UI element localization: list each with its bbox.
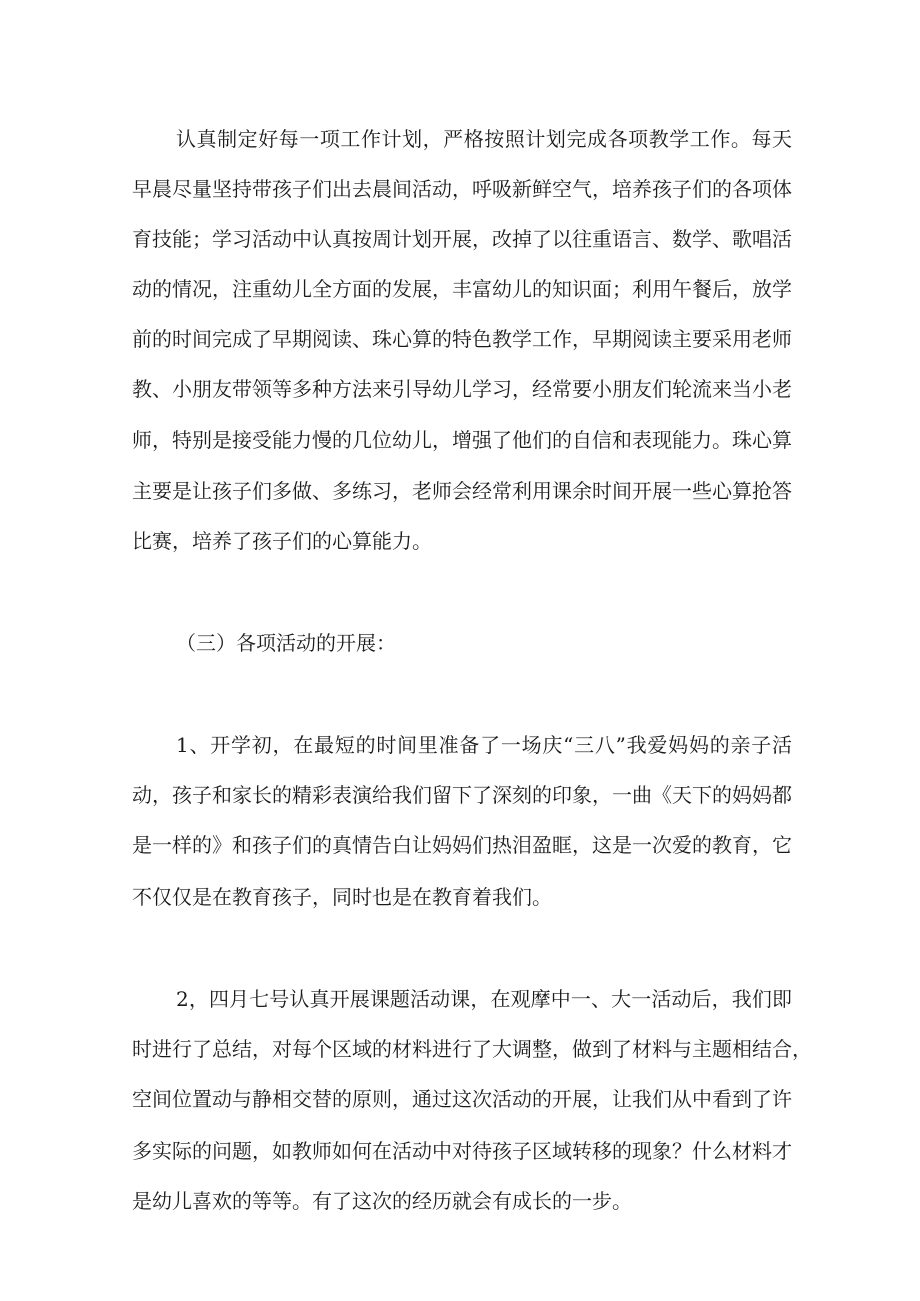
paragraph-1-line-3: 育技能；学习活动中认真按周计划开展，改掉了以往重语言、数学、歌唱活 (132, 227, 792, 251)
paragraph-3-line-4: 多实际的问题，如教师如何在活动中对待孩子区域转移的现象？什么材料才 (132, 1139, 792, 1163)
section-heading: （三）各项活动的开展： (176, 631, 396, 655)
paragraph-3-line-5: 是幼儿喜欢的等等。有了这次的经历就会有成长的一步。 (132, 1189, 632, 1213)
paragraph-2-line-1: 1、开学初，在最短的时间里准备了一场庆“三八”我爱妈妈的亲子活 (176, 733, 792, 757)
paragraph-1-line-4: 动的情况，注重幼儿全方面的发展，丰富幼儿的知识面；利用午餐后，放学 (132, 277, 792, 301)
paragraph-1-line-6: 教、小朋友带领等多种方法来引导幼儿学习，经常要小朋友们轮流来当小老 (132, 377, 792, 401)
paragraph-1-line-1: 认真制定好每一项工作计划，严格按照计划完成各项教学工作。每天 (176, 127, 792, 151)
paragraph-2-line-4: 不仅仅是在教育孩子，同时也是在教育着我们。 (132, 885, 552, 909)
paragraph-1-line-9: 比赛，培养了孩子们的心算能力。 (132, 529, 432, 553)
paragraph-3-line-3: 空间位置动与静相交替的原则，通过这次活动的开展，让我们从中看到了许 (132, 1087, 792, 1111)
paragraph-1-line-8: 主要是让孩子们多做、多练习，老师会经常利用课余时间开展一些心算抢答 (132, 479, 792, 503)
paragraph-3-line-1: 2，四月七号认真开展课题活动课，在观摩中一、大一活动后，我们即 (176, 987, 792, 1011)
paragraph-3-line-2: 时进行了总结，对每个区域的材料进行了大调整，做到了材料与主题相结合， (132, 1037, 812, 1061)
paragraph-1-line-2: 早晨尽量坚持带孩子们出去晨间活动，呼吸新鲜空气，培养孩子们的各项体 (132, 177, 792, 201)
paragraph-1-line-5: 前的时间完成了早期阅读、珠心算的特色教学工作，早期阅读主要采用老师 (132, 327, 792, 351)
paragraph-1-line-7: 师，特别是接受能力慢的几位幼儿，增强了他们的自信和表现能力。珠心算 (132, 428, 792, 452)
paragraph-2-line-3: 是一样的》和孩子们的真情告白让妈妈们热泪盈眶，这是一次爱的教育，它 (132, 833, 792, 857)
paragraph-2-line-2: 动，孩子和家长的精彩表演给我们留下了深刻的印象，一曲《天下的妈妈都 (132, 783, 792, 807)
